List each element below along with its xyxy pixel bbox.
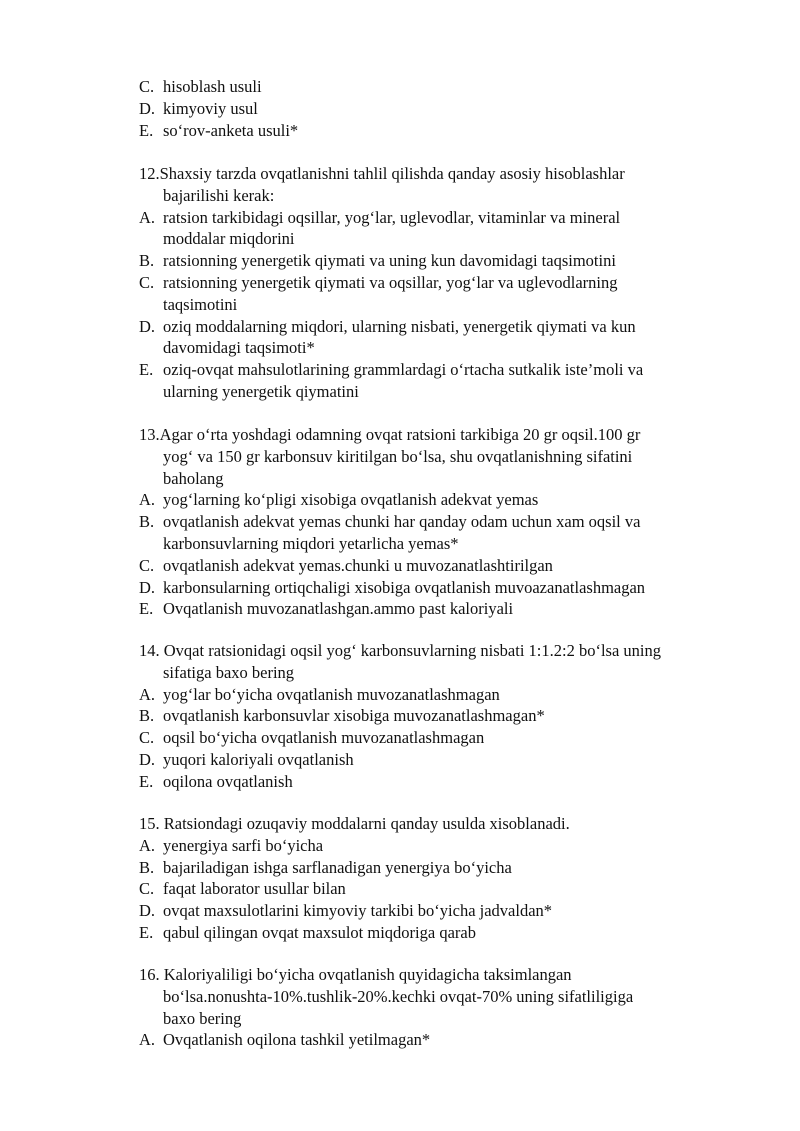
option-label: C. <box>139 879 155 899</box>
question-text-line: 12.Shaxsiy tarzda ovqatlanishni tahlil qilishda qanday asosiy hisoblashlar <box>139 164 625 183</box>
question-text-line: sifatiga baxo bering <box>163 662 295 682</box>
question-text-line: 16. Kaloriyaliligi bo‘yicha ovqatlanish quyidagicha taksimlangan <box>139 965 572 984</box>
question-14 <box>139 640 739 793</box>
option-label: E. <box>139 360 154 380</box>
option-label: C. <box>139 555 155 575</box>
question-text-line: bo‘lsa.nonushta-10%.tushlik-20%.kechki ovqat-70% uning sifatliligiga <box>163 986 634 1006</box>
option-label: B. <box>139 251 155 271</box>
option-e <box>139 598 739 620</box>
question-13 <box>139 424 739 620</box>
question-text-line: yog‘ va 150 gr karbonsuv kiritilgan bo‘lsa, shu ovqatlanishning sifatini <box>163 446 633 466</box>
option-label: B. <box>139 857 155 877</box>
option-text: oqsil bo‘yicha ovqatlanish muvozanatlashmagan <box>163 728 485 748</box>
option-label: A. <box>139 1030 156 1050</box>
option-d <box>139 749 739 771</box>
option-a <box>139 489 739 511</box>
question-text-line: 13.Agar o‘rta yoshdagi odamning ovqat ratsioni tarkibiga 20 gr oqsil.100 gr <box>139 425 641 444</box>
option-text: kimyoviy usul <box>163 98 258 118</box>
option-d <box>139 316 739 338</box>
question-15 <box>139 813 739 944</box>
option-text: faqat laborator usullar bilan <box>163 879 346 899</box>
question-12 <box>139 163 739 403</box>
option-text-continued: taqsimotini <box>163 294 238 314</box>
option-e <box>139 922 739 944</box>
option-label: D. <box>139 749 156 769</box>
option-label: C. <box>139 272 155 292</box>
option-label: E. <box>139 771 154 791</box>
question-text-line: baholang <box>163 468 224 488</box>
option-label: A. <box>139 684 156 704</box>
option-text: so‘rov-anketa usuli* <box>163 120 299 140</box>
option-label: D. <box>139 98 156 118</box>
option-c <box>139 878 739 900</box>
option-text: ovqatlanish adekvat yemas.chunki u muvozanatlashtirilgan <box>163 555 553 575</box>
question-text-line: 15. Ratsiondagi ozuqaviy moddalarni qanday usulda xisoblanadi. <box>139 814 570 833</box>
option-a <box>139 1029 739 1051</box>
option-label: D. <box>139 577 156 597</box>
option-c <box>139 272 739 294</box>
option-label: E. <box>139 922 154 942</box>
option-text: Ovqatlanish muvozanatlashgan.ammo past kaloriyali <box>163 599 514 619</box>
option-d <box>139 98 739 120</box>
option-text: yog‘lar bo‘yicha ovqatlanish muvozanatlashmagan <box>163 684 500 704</box>
option-text: qabul qilingan ovqat maxsulot miqdoriga qarab <box>163 922 476 942</box>
option-text: ovqatlanish karbonsuvlar xisobiga muvozanatlashmagan* <box>163 706 545 726</box>
option-text: bajariladigan ishga sarflanadigan yenergiya bo‘yicha <box>163 857 512 877</box>
option-c <box>139 76 739 98</box>
option-a <box>139 684 739 706</box>
option-label: C. <box>139 728 155 748</box>
option-text: ovqat maxsulotlarini kimyoviy tarkibi bo‘yicha jadvaldan* <box>163 901 553 921</box>
option-text: hisoblash usuli <box>163 77 262 96</box>
option-text-continued: davomidagi taqsimoti* <box>163 338 315 358</box>
option-b <box>139 511 739 533</box>
option-text: yog‘larning ko‘pligi xisobiga ovqatlanish adekvat yemas <box>163 490 539 510</box>
option-label: C. <box>139 77 155 96</box>
option-b <box>139 705 739 727</box>
option-e <box>139 120 739 142</box>
question-text-line: baxo bering <box>163 1008 242 1028</box>
option-text-continued: moddalar miqdorini <box>163 229 295 249</box>
option-label: D. <box>139 901 156 921</box>
intro-options <box>139 76 739 141</box>
option-a <box>139 835 739 857</box>
option-text: ratsionning yenergetik qiymati va uning kun davomidagi taqsimotini <box>163 251 616 271</box>
option-text-continued: karbonsuvlarning miqdori yetarlicha yemas* <box>163 533 459 553</box>
option-b <box>139 857 739 879</box>
option-label: E. <box>139 599 154 619</box>
option-a <box>139 207 739 229</box>
option-text: oziq moddalarning miqdori, ularning nisbati, yenergetik qiymati va kun <box>163 316 636 336</box>
question-16 <box>139 964 739 1051</box>
option-text: yuqori kaloriyali ovqatlanish <box>163 749 354 769</box>
option-text: ovqatlanish adekvat yemas chunki har qanday odam uchun xam oqsil va <box>163 512 641 532</box>
option-label: B. <box>139 706 155 726</box>
option-b <box>139 250 739 272</box>
option-text-continued: ularning yenergetik qiymatini <box>163 381 359 401</box>
option-label: A. <box>139 490 156 510</box>
question-text-line: 14. Ovqat ratsionidagi oqsil yog‘ karbonsuvlarning nisbati 1:1.2:2 bo‘lsa uning <box>139 641 661 660</box>
question-text-line: bajarilishi kerak: <box>163 185 275 205</box>
option-text: Ovqatlanish oqilona tashkil yetilmagan* <box>163 1030 431 1050</box>
option-label: A. <box>139 207 156 227</box>
option-label: B. <box>139 512 155 532</box>
option-c <box>139 555 739 577</box>
option-text: ratsionning yenergetik qiymati va oqsillar, yog‘lar va uglevodlarning <box>163 272 618 292</box>
option-label: E. <box>139 120 154 140</box>
option-e <box>139 359 739 381</box>
option-d <box>139 577 739 599</box>
option-label: D. <box>139 316 156 336</box>
option-text: oziq-ovqat mahsulotlarining grammlardagi o‘rtacha sutkalik iste’moli va <box>163 360 644 380</box>
option-text: oqilona ovqatlanish <box>163 771 293 791</box>
option-text: ratsion tarkibidagi oqsillar, yog‘lar, uglevodlar, vitaminlar va mineral <box>163 207 621 227</box>
option-e <box>139 771 739 793</box>
option-d <box>139 900 739 922</box>
option-text: karbonsularning ortiqchaligi xisobiga ovqatlanish muvoazanatlashmagan <box>163 577 646 597</box>
option-label: A. <box>139 835 156 855</box>
option-c <box>139 727 739 749</box>
option-text: yenergiya sarfi bo‘yicha <box>163 835 324 855</box>
